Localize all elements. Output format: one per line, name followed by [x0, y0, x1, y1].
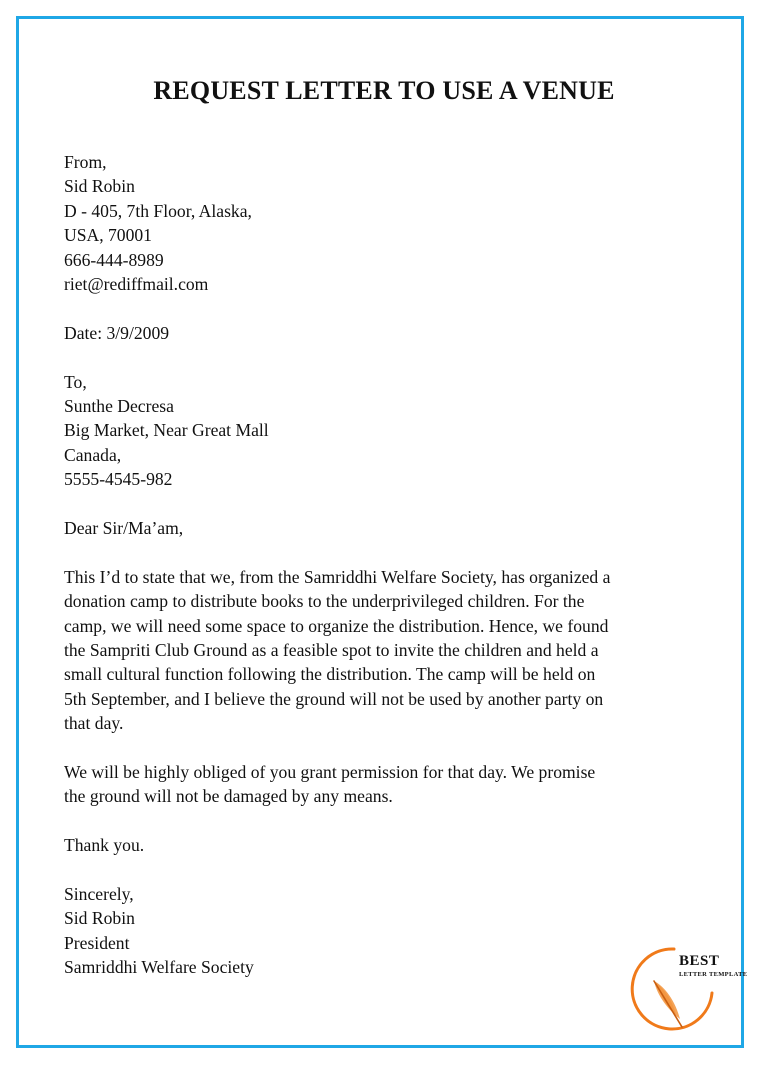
body-line: the Sampriti Club Ground as a feasible spot to invite the children and held a: [64, 640, 599, 661]
body-paragraph-2: [64, 760, 694, 809]
recipient-label: To,: [64, 371, 87, 392]
valediction: Sincerely,: [64, 884, 134, 905]
letter-title: REQUEST LETTER TO USE A VENUE: [153, 76, 615, 105]
sender-email: riet@rediffmail.com: [64, 274, 209, 295]
body-paragraph-1: [64, 565, 694, 736]
body-line: the ground will not be damaged by any means.: [64, 786, 393, 807]
body-line: small cultural function following the distribution. The camp will be held on: [64, 664, 596, 685]
body-line: donation camp to distribute books to the underprivileged children. For the: [64, 591, 585, 612]
recipient-address-line-1: Big Market, Near Great Mall: [64, 420, 269, 441]
sender-address-line-1: D - 405, 7th Floor, Alaska,: [64, 200, 252, 221]
signer-position: President: [64, 932, 130, 953]
salutation: Dear Sir/Ma’am,: [64, 518, 184, 539]
thanks-line: Thank you.: [64, 835, 145, 856]
sender-address-line-2: USA, 70001: [64, 225, 152, 246]
signer-name: Sid Robin: [64, 908, 135, 929]
sender-label: From,: [64, 152, 107, 172]
recipient-address-line-2: Canada,: [64, 444, 122, 465]
date-block: [64, 321, 694, 345]
signer-organization: Samriddhi Welfare Society: [64, 957, 254, 978]
logo-subtitle: LETTER TEMPLATE: [679, 971, 748, 978]
body-line: camp, we will need some space to organize the distribution. Hence, we found: [64, 615, 609, 636]
body-line: This I’d to state that we, from the Samriddhi Welfare Society, has organized a: [64, 566, 611, 587]
letter-date: Date: 3/9/2009: [64, 322, 170, 343]
sender-name: Sid Robin: [64, 176, 135, 197]
closing-block: [64, 882, 694, 980]
logo-word: BEST: [679, 953, 720, 969]
sender-phone: 666-444-8989: [64, 249, 164, 270]
brand-logo: [630, 943, 748, 1037]
recipient-name: Sunthe Decresa: [64, 396, 174, 417]
body-line: 5th September, and I believe the ground will not be used by another party on: [64, 688, 604, 709]
recipient-phone: 5555-4545-982: [64, 469, 173, 490]
recipient-block: [64, 370, 694, 492]
sender-block: [64, 150, 694, 296]
letter-content: [64, 150, 694, 980]
body-line: that day.: [64, 713, 124, 734]
body-line: We will be highly obliged of you grant permission for that day. We promise: [64, 762, 596, 783]
